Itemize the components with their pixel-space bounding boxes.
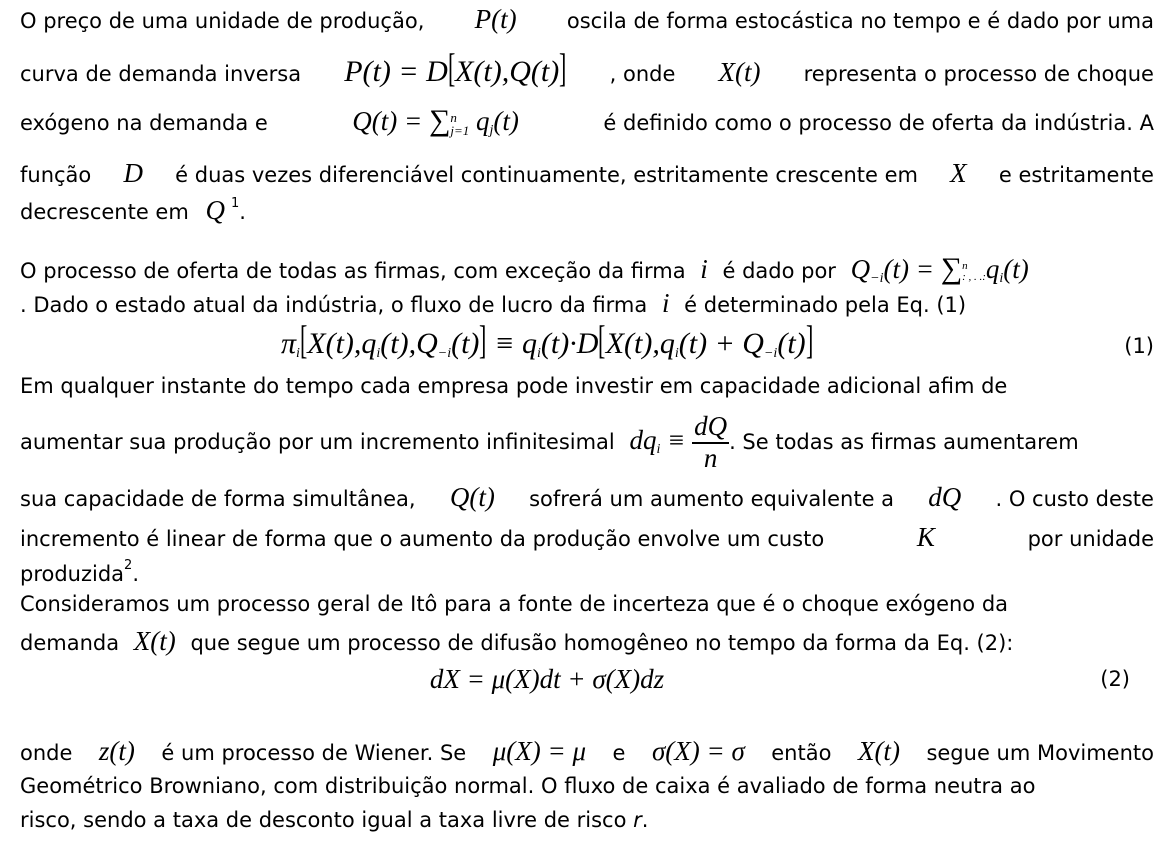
p1-text: exógeno na demanda e xyxy=(20,111,268,135)
math-i: i xyxy=(661,288,670,318)
p3-line-4 xyxy=(20,522,1154,553)
equation-2-number: (2) xyxy=(1100,667,1130,691)
p2-text: O processo de oferta de todas as firmas, com exceção da firma xyxy=(20,259,686,283)
p1-line-5 xyxy=(20,195,1154,226)
p4-text: que segue um processo de difusão homogêneo no tempo da forma da Eq. (2): xyxy=(190,631,1014,655)
p1-text: é definido como o processo de oferta da indústria. A xyxy=(603,111,1154,135)
p5-line-3 xyxy=(20,808,1154,832)
math-X-t: X(t) xyxy=(133,626,176,656)
p3-text: por unidade xyxy=(1027,527,1154,551)
p5-text: então xyxy=(771,741,832,765)
equation-1 xyxy=(0,317,1114,362)
p2-text: . Dado o estado atual da indústria, o fluxo de lucro da firma xyxy=(20,293,648,317)
math-X-t: X(t) xyxy=(718,57,761,87)
p4-text: Consideramos um processo geral de Itô para a fonte de incerteza que é o choque exógeno da xyxy=(20,592,1009,616)
p5-text: Geométrico Browniano, com distribuição normal. O fluxo de caixa é avaliado de forma neutra ao xyxy=(20,774,1036,798)
equation-profit-flow: $\pi_i[X(t),q_i(t),Q_{-i}(t)] \equiv q_i(t)\cdot D[X(t),q_i(t) + Q_{-i}(t)]$ xyxy=(281,317,813,362)
equation-2 xyxy=(0,664,1114,695)
p4-line-1 xyxy=(20,592,1154,616)
p3-text: aumentar sua produção por um incremento infinitesimal xyxy=(20,429,615,454)
p3-text: sofrerá um aumento equivalente a xyxy=(529,487,895,511)
math-Q-t: Q(t) xyxy=(449,482,495,512)
p3-text: produzida xyxy=(20,562,125,586)
math-X-t: X(t) xyxy=(857,736,900,766)
p1-text: oscila de forma estocástica no tempo e é dado por uma xyxy=(566,9,1154,33)
footnote-mark-1[interactable]: 1 xyxy=(231,196,240,211)
equation-industry-supply: Q(t) = ∑ n j=1 $q_j(t)$ xyxy=(352,104,519,138)
p1-text: O preço de uma unidade de produção, xyxy=(20,9,425,33)
math-dQ: dQ xyxy=(928,482,962,512)
p5-text: risco, sendo a taxa de desconto igual a taxa livre de risco xyxy=(20,808,627,832)
p3-line-3 xyxy=(20,482,1154,513)
p3-text: . Se todas as firmas aumentarem xyxy=(729,429,1079,454)
p5-text: e xyxy=(612,741,626,765)
p1-text: é duas vezes diferenciável continuamente, estritamente crescente em xyxy=(175,163,918,187)
math-K: K xyxy=(916,522,935,552)
equation-inverse-demand: P(t) = D[X(t),Q(t)] xyxy=(344,45,567,90)
p5-text: segue um Movimento xyxy=(926,741,1154,765)
p3-text: Em qualquer instante do tempo cada empresa pode investir em capacidade adicional afim de xyxy=(20,374,1008,398)
p5-line-1 xyxy=(20,736,1154,767)
footnote-mark-2[interactable]: 2 xyxy=(124,558,133,573)
p2-text: é dado por xyxy=(722,259,836,283)
p2-line-1 xyxy=(20,252,1154,287)
equation-others-supply: $Q_{-i}(t)$ = ∑ n : , . .: $q_i(t)$ xyxy=(850,252,1029,286)
math-z-t: z(t) xyxy=(98,736,135,766)
math-i: i xyxy=(700,254,708,284)
p1-text: , onde xyxy=(609,62,676,86)
math-sigma: σ(X) = σ xyxy=(651,736,745,766)
math-mu: μ(X) = μ xyxy=(492,736,587,766)
equation-increment: $dq_i$ ≡ $\frac{dQ}{n}$ xyxy=(629,411,728,473)
p1-text: função xyxy=(20,163,92,187)
p4-text: demanda xyxy=(20,631,120,655)
p5-text: é um processo de Wiener. Se xyxy=(161,741,467,765)
p1-text: curva de demanda inversa xyxy=(20,62,302,86)
p3-line-2 xyxy=(20,412,1154,473)
p1-text: . xyxy=(239,200,246,224)
p5-line-2 xyxy=(20,774,1154,798)
p1-text: representa o processo de choque xyxy=(803,62,1154,86)
p4-line-2 xyxy=(20,626,1154,657)
math-P-t: P(t) xyxy=(474,4,517,34)
p2-line-2 xyxy=(20,288,1154,319)
p3-text: incremento é linear de forma que o aumento da produção envolve um custo xyxy=(20,527,825,551)
equation-1-number: (1) xyxy=(1124,334,1154,358)
math-D: D xyxy=(123,158,143,188)
p3-line-5 xyxy=(20,558,1154,586)
equation-diffusion: dX = μ(X)dt + σ(X)dz xyxy=(429,664,665,694)
p1-text: e estritamente xyxy=(998,163,1154,187)
math-X: X xyxy=(950,158,967,188)
p1-line-2 xyxy=(20,45,1154,90)
risk-free-rate-symbol: r xyxy=(633,808,642,832)
p1-text: decrescente em xyxy=(20,200,189,224)
p5-text: . xyxy=(641,808,649,832)
math-Q: Q xyxy=(205,195,225,225)
p2-text: é determinado pela Eq. (1) xyxy=(684,293,967,317)
p1-line-4 xyxy=(20,158,1154,189)
p1-line-1 xyxy=(20,4,1154,35)
p3-text: . O custo deste xyxy=(995,487,1154,511)
p3-text: . xyxy=(132,562,140,586)
p5-text: onde xyxy=(20,741,73,765)
p3-line-1 xyxy=(20,374,1154,398)
p1-line-3 xyxy=(20,104,1154,139)
p3-text: sua capacidade de forma simultânea, xyxy=(20,487,416,511)
